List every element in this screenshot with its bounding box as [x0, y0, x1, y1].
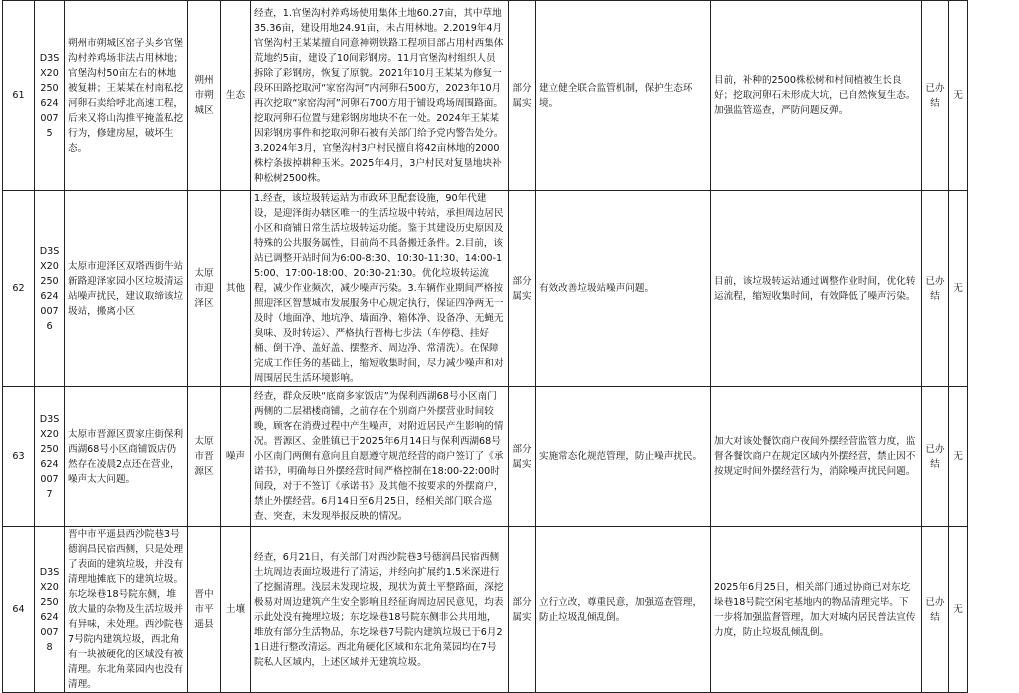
accountability: 无: [949, 191, 968, 387]
handling-status: 已办结: [922, 527, 949, 693]
table-row: [3, 387, 968, 527]
table-row: [3, 527, 968, 693]
complaint-content: 太原市晋源区贾家庄街保利西湖68号小区商铺饭店仍然存在凌晨2点还在营业，噪声太大问题。: [65, 387, 188, 527]
pollution-type: 噪声: [221, 387, 251, 527]
rectification-progress: 2025年6月25日，相关部门通过协商已对东圪垛巷18号院空闲宅基地内的物品清理完毕。下一步将加强监督管理，加大对城内居民普法宣传力度，防止垃圾乱倾乱倒。: [711, 527, 922, 693]
accountability: 无: [949, 1, 968, 191]
accountability: 无: [949, 387, 968, 527]
region: 太原市迎泽区: [188, 191, 221, 387]
case-id: D3SX202506240077: [35, 387, 65, 527]
pollution-type: 生态: [221, 1, 251, 191]
rectification-progress: 加大对该处餐饮商户夜间外摆经营监管力度，监督各餐饮商户在规定区域内外摆经营，禁止因不按规定时间外摆经营行为，消除噪声扰民问题。: [711, 387, 922, 527]
verification-result: 经查，6月21日，有关部门对西沙院巷3号德润昌民宿西侧土坑周边表面垃圾进行了清运，并经向扩展约1.5米深进行了挖掘清理。浅层未发现垃圾，现状为黄土平整路面，深挖极易对周边建筑产生安全影响且经征询周边居民意见，均表示此处没有掩埋垃圾；东圪垛巷18号院东侧非公共用地，堆放有部分生活物品，东圪垛巷7号院内建筑垃圾已于6月21日进行整改清运。西北角硬化区域和东北角菜园均在7号院私人区域内，上述区域并无建筑垃圾。: [251, 527, 509, 693]
table-row: [3, 191, 968, 387]
row-number: 63: [3, 387, 35, 527]
pollution-type: 土壤: [221, 527, 251, 693]
conclusion: 部分属实: [509, 387, 536, 527]
handling-status: 已办结: [922, 1, 949, 191]
case-table: [2, 0, 968, 693]
verification-result: 经查，群众反映“底商多家饭店”为保利西湖68号小区南门两侧的二层裙楼商铺，之前存在个别商户外摆营业时间较晚，顾客在消费过程中产生噪声，对附近居民产生影响的情况。晋源区、金胜镇已于2025年6月14日与保利西湖68号小区南门两侧有意向且自愿遵守规范经营的商户签订了《承诺书》，明确每日外摆经营时间严格控制在18:00-22:00时间段，对于不签订《承诺书》及其他不按要求的外摆商户，禁止外摆经营。6月14日至6月25日，经相关部门联合巡查、突查，未发现举报反映的情况。: [251, 387, 509, 527]
complaint-content: 朔州市朔城区窑子头乡官堡沟村养鸡场非法占用林地；官堡沟村50亩左右的林地被复耕；王某某在村南私挖河卵石卖给呼北高速工程，后来又将山沟推平掩盖私挖行为，修建房屋，破坏生态。: [65, 1, 188, 191]
rectification-goal: 有效改善垃圾站噪声问题。: [536, 191, 711, 387]
case-id: D3SX202506240078: [35, 527, 65, 693]
rectification-progress: 目前，补种的2500株松树和村间植被生长良好；挖取河卵石未形成大坑，已自然恢复生态。加强监管巡查，严防问题反弹。: [711, 1, 922, 191]
region: 晋中市平遥县: [188, 527, 221, 693]
row-number: 62: [3, 191, 35, 387]
handling-status: 已办结: [922, 387, 949, 527]
rectification-goal: 建立健全联合监管机制，保护生态环境。: [536, 1, 711, 191]
verification-result: 经查，1.官堡沟村养鸡场使用集体土地60.27亩，其中草地35.36亩，建设用地24.91亩，未占用林地。2.2019年4月官堡沟村王某某擅自同意神朔铁路工程项目部占用村西集体荒地约5亩，建设了10间彩钢房。11月官堡沟村组织人员拆除了彩钢房，恢复了原貌。2021年10月王某某为修复一段环田路挖取河“家窑沟河”内河卵石500方，2023年10月再次挖取“家窑沟河”河卵石700方用于铺设鸡场周围路面。挖取河卵石位置与建彩钢房地块不在一处。2024年王某某因彩钢房事件和挖取河卵石被有关部门给予党内警告处分。3.2024年3月，官堡沟村3户村民擅自将42亩林地的2000株柠条拔掉耕种玉米。2025年4月，3户村民对复垦地块补种松树2500株。: [251, 1, 509, 191]
conclusion: 部分属实: [509, 191, 536, 387]
rectification-progress: 目前，该垃圾转运站通过调整作业时间，优化转运流程，缩短收集时间，有效降低了噪声污染。: [711, 191, 922, 387]
table-row: [3, 1, 968, 191]
conclusion: 部分属实: [509, 1, 536, 191]
conclusion: 部分属实: [509, 527, 536, 693]
row-number: 61: [3, 1, 35, 191]
accountability: 无: [949, 527, 968, 693]
rectification-goal: 实施常态化规范管理，防止噪声扰民。: [536, 387, 711, 527]
pollution-type: 其他: [221, 191, 251, 387]
handling-status: 已办结: [922, 191, 949, 387]
case-id: D3SX202506240076: [35, 191, 65, 387]
region: 朔州市朔城区: [188, 1, 221, 191]
complaint-content: 太原市迎泽区双塔西街牛站新路迎泽家园小区垃圾清运站噪声扰民，建议取缔该垃圾站，搬离小区: [65, 191, 188, 387]
case-id: D3SX202506240075: [35, 1, 65, 191]
region: 太原市晋源区: [188, 387, 221, 527]
complaint-content: 晋中市平遥县西沙院巷3号德润昌民宿西侧，只是处理了表面的建筑垃圾，并没有清理地摊底下的建筑垃圾。东圪垛巷18号院东侧，堆放大量的杂物及生活垃圾并有异味，未处理。西沙院巷7号院内建筑垃圾，西北角有一块被硬化的区域没有被清理。东北角菜园内也没有清理。: [65, 527, 188, 693]
row-number: 64: [3, 527, 35, 693]
verification-result: 1.经查，该垃圾转运站为市政环卫配套设施，90年代建设，是迎泽街办辖区唯一的生活垃圾中转站，承担周边居民小区和商铺日常生活垃圾转运功能。鉴于其建设历史原因及特殊的公共服务属性，目前尚不具备搬迁条件。2.目前，该站已调整开站时间为6:00-8:30、10:30-11:30、14:00-15:00、17:00-18:00、20:30-21:30。优化垃圾转运流程，减少作业频次，减少噪声污染。3.车辆作业期间严格按照迎泽区智慧城市发展服务中心规定执行，保证四净两无一及时（地面净、地坑净、墙面净、箱体净、设备净、无蝇无臭味、及时转运）、严格执行晋梅七步法（车停稳、挂好桶、倒干净、盖好盖、摆整齐、周边净、常清洗）。在保障完成工作任务的基础上，缩短收集时间，尽力减少噪声和对周围居民生活环境影响。: [251, 191, 509, 387]
rectification-goal: 立行立改，尊重民意，加强巡查管理，防止垃圾乱倾乱倒。: [536, 527, 711, 693]
